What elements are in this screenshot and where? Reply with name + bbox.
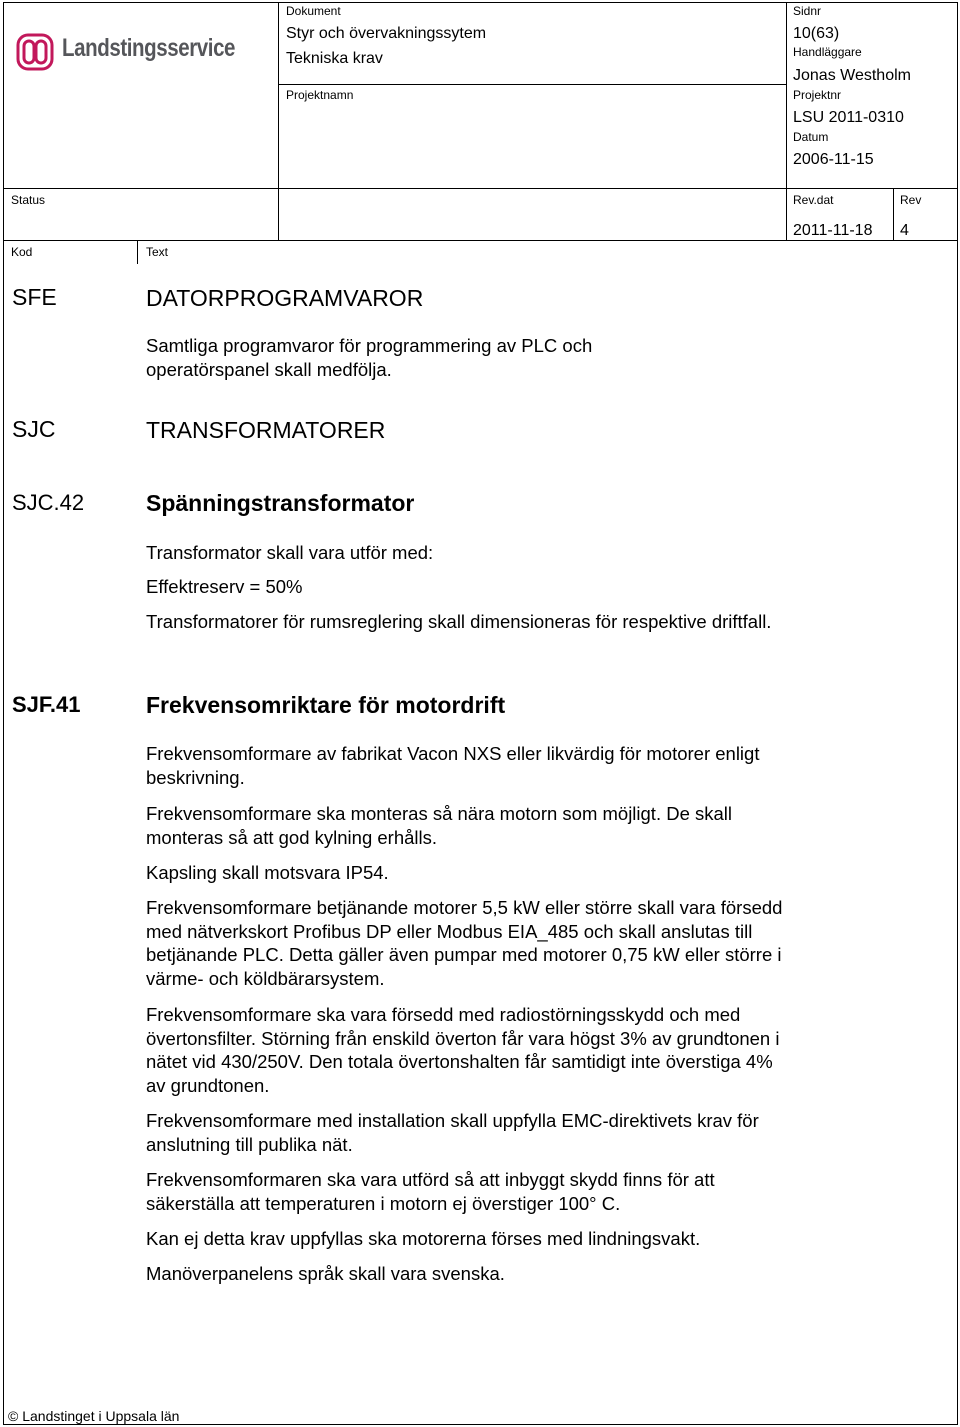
sfe-code: SFE bbox=[12, 284, 57, 310]
sjf41-paragraph-8: Kan ej detta krav uppfyllas ska motorerna förses med lindningsvakt. bbox=[146, 1228, 701, 1249]
revdat-label: Rev.dat bbox=[793, 193, 834, 207]
sfe-title: DATORPROGRAMVAROR bbox=[146, 285, 424, 311]
border-top bbox=[3, 2, 958, 3]
sidnr-label: Sidnr bbox=[793, 4, 822, 18]
divider-kod-text bbox=[137, 240, 138, 264]
border-left bbox=[3, 2, 4, 1425]
divider-rev bbox=[893, 188, 894, 240]
sjf41-paragraph-6: Frekvensomformare med installation skall uppfylla EMC-direktivets krav för anslutning till publika nät. bbox=[146, 1110, 759, 1155]
divider-status-row bbox=[3, 188, 958, 189]
rev-label: Rev bbox=[900, 193, 922, 207]
projektnr-label: Projektnr bbox=[793, 88, 842, 102]
datum-value: 2006-11-15 bbox=[793, 151, 874, 168]
sjc42-title: Spänningstransformator bbox=[146, 490, 415, 516]
logo-mark-icon bbox=[16, 32, 56, 72]
divider-right-col bbox=[786, 2, 787, 240]
dokument-line2: Tekniska krav bbox=[286, 50, 383, 67]
sjc-code: SJC bbox=[12, 416, 56, 442]
rev-value: 4 bbox=[900, 222, 909, 239]
projektnr-value: LSU 2011-0310 bbox=[793, 109, 904, 126]
sjf41-code: SJF.41 bbox=[12, 692, 81, 717]
sjf41-paragraph-4: Frekvensomformare betjänande motorer 5,5 kW eller större skall vara försedd med nätverkskort Profibus DP eller Modbus EIA_485 och skall anslutas till betjänande PLC. Detta gäller även pumpar med motorer 0,75 kW eller större i värme- och köldbärarsystem. bbox=[146, 897, 783, 989]
revdat-value: 2011-11-18 bbox=[793, 222, 873, 239]
sjf41-paragraph-9: Manöverpanelens språk skall vara svenska. bbox=[146, 1263, 505, 1284]
datum-label: Datum bbox=[793, 130, 829, 144]
sjf41-title: Frekvensomriktare för motordrift bbox=[146, 692, 506, 718]
handlaggare-value: Jonas Westholm bbox=[793, 67, 911, 84]
text-label: Text bbox=[146, 245, 169, 259]
dokument-label: Dokument bbox=[286, 4, 341, 18]
dokument-line1: Styr och övervakningssytem bbox=[286, 25, 487, 42]
sidnr-value: 10(63) bbox=[793, 25, 840, 42]
handlaggare-label: Handläggare bbox=[793, 45, 862, 59]
logo-text: Landstingsservice bbox=[62, 34, 236, 62]
sjf41-paragraph-5: Frekvensomformare ska vara försedd med radiostörningsskydd och med övertonsfilter. Störning från enskild överton får vara högst 3% av grundtonen i nätet vid 430/250V. Den totala övertonshalten får samtidigt inte överstiga 4% av grundtonen. bbox=[146, 1004, 780, 1096]
sjf41-paragraph-1: Frekvensomformare av fabrikat Vacon NXS eller likvärdig för motorer enligt beskrivning. bbox=[146, 743, 760, 788]
sjf41-paragraph-7: Frekvensomformaren ska vara utförd så att inbyggt skydd finns för att säkerställa att temperaturen i motorn ej överstiger 100° C. bbox=[146, 1169, 715, 1214]
sjc42-paragraph-3: Transformatorer för rumsreglering skall dimensioneras för respektive driftfall. bbox=[146, 611, 772, 632]
projektnamn-label: Projektnamn bbox=[286, 88, 354, 102]
sjc42-paragraph-1: Transformator skall vara utför med: bbox=[146, 542, 434, 563]
border-right bbox=[957, 2, 958, 1425]
footer-copyright: © Landstinget i Uppsala län bbox=[8, 1408, 180, 1424]
divider-logo bbox=[278, 2, 279, 240]
sjc42-code: SJC.42 bbox=[12, 490, 85, 515]
sjf41-paragraph-2: Frekvensomformare ska monteras så nära motorn som möjligt. De skall monteras så att god kylning erhålls. bbox=[146, 803, 733, 848]
divider-under-dokument bbox=[278, 84, 786, 85]
kod-label: Kod bbox=[11, 245, 33, 259]
border-bottom bbox=[3, 1424, 958, 1425]
sjc42-paragraph-2: Effektreserv = 50% bbox=[146, 576, 303, 597]
status-label: Status bbox=[11, 193, 46, 207]
sfe-paragraph: Samtliga programvaror för programmering av PLC och operatörspanel skall medfölja. bbox=[146, 335, 593, 380]
sjc-title: TRANSFORMATORER bbox=[146, 417, 386, 443]
sjf41-paragraph-3: Kapsling skall motsvara IP54. bbox=[146, 862, 389, 883]
